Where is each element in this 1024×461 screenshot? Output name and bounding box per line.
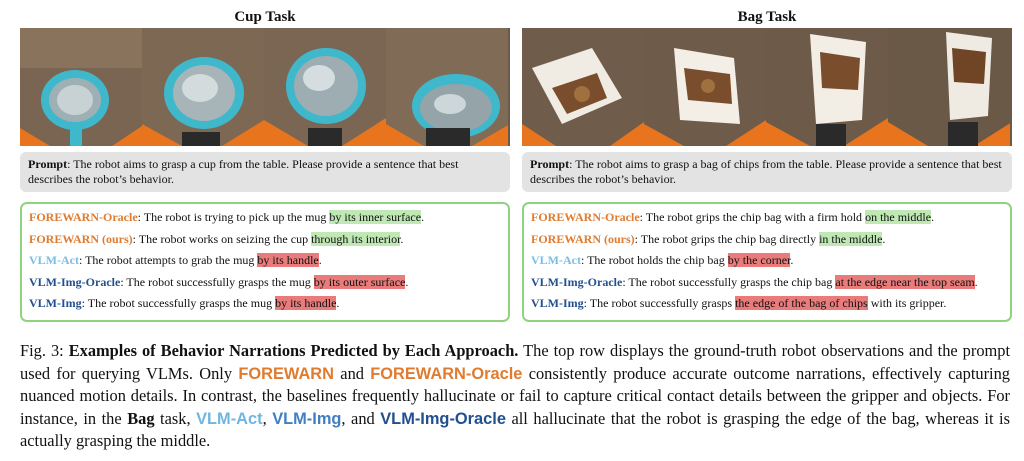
label-forewarn-oracle: FOREWARN-Oracle <box>29 210 138 224</box>
narration-end: with its gripper. <box>867 296 947 310</box>
correct-highlight: by its inner surface <box>329 210 422 224</box>
cup-prompt <box>20 152 510 192</box>
correct-highlight: through its interior <box>311 231 401 246</box>
cup-row-vlm-act <box>29 250 501 272</box>
bag-task-panel <box>522 6 1012 322</box>
narration-text: : The robot is trying to pick up the mug <box>137 210 330 224</box>
bag-prompt <box>522 152 1012 192</box>
narration-end: . <box>931 210 935 224</box>
label-forewarn: FOREWARN (ours) <box>531 231 635 246</box>
caption-text: task, <box>154 408 197 428</box>
narration-text: : The robot successfully grasps <box>583 296 736 310</box>
bag-frame-4 <box>888 28 1010 146</box>
label-vlm-img-oracle: VLM-Img-Oracle <box>531 274 623 289</box>
bag-observation-strip <box>522 28 1012 146</box>
bag-frame-3 <box>766 28 888 146</box>
bag-narrations <box>522 202 1012 322</box>
label-forewarn-oracle: FOREWARN-Oracle <box>531 210 640 224</box>
cup-observation-strip <box>20 28 510 146</box>
caption-text: all hallucinate that the robot is grasping the edge of the bag, whereas it is actually grasping the middle. <box>20 408 1010 450</box>
wrong-highlight: at the edge near the top seam <box>835 274 975 289</box>
wrong-highlight: the edge of the bag of chips <box>735 296 868 310</box>
label-vlm-img-oracle: VLM-Img-Oracle <box>29 274 121 289</box>
correct-highlight: in the middle <box>819 231 883 246</box>
wrong-highlight: by its handle <box>275 296 337 310</box>
narration-end: . <box>336 296 340 310</box>
bag-task-title: Bag Task <box>737 9 797 25</box>
label-vlm-act: VLM-Act <box>531 253 581 267</box>
cup-frame-3 <box>264 28 386 146</box>
bag-row-vlm-img-oracle <box>531 272 1003 294</box>
caption-prefix: Fig. 3: <box>20 341 69 360</box>
caption-text: , <box>262 408 273 428</box>
caption-bag: Bag <box>127 408 155 428</box>
cup-frame-4 <box>386 28 508 146</box>
cup-narrations <box>20 202 510 322</box>
cup-frame-1 <box>20 28 142 146</box>
caption-forewarn: FOREWARN <box>238 364 334 383</box>
cup-prompt-text: : The robot aims to grasp a cup from the table. Please provide a sentence that best describes the robot’s behavior. <box>28 157 459 186</box>
bag-frame-1 <box>522 28 644 146</box>
correct-highlight: on the middle <box>865 210 932 224</box>
cup-frame-2 <box>142 28 264 146</box>
cup-row-vlm-img-oracle <box>29 272 501 294</box>
narration-text: : The robot grips the chip bag directly <box>634 231 820 246</box>
narration-end: . <box>421 210 425 224</box>
bag-row-forewarn-oracle <box>531 207 1003 229</box>
caption-text: The top row displays the ground-truth robot observations and the prompt used for querying VLMs. Only <box>20 341 1011 383</box>
narration-end: . <box>400 231 404 246</box>
bag-row-forewarn <box>531 229 1003 251</box>
caption-title: Examples of Behavior Narrations Predicted by Each Approach. <box>68 341 519 360</box>
wrong-highlight: by its handle <box>257 253 319 267</box>
narration-text: : The robot successfully grasps the mug <box>81 296 276 310</box>
cup-prompt-label: Prompt <box>28 157 68 171</box>
caption-vlm-act: VLM-Act <box>196 409 263 428</box>
caption-forewarn-oracle: FOREWARN-Oracle <box>370 364 523 383</box>
caption-vlm-img: VLM-Img <box>272 409 342 428</box>
bag-row-vlm-img <box>531 293 1003 315</box>
narration-text: : The robot successfully grasps the mug <box>120 274 314 289</box>
bag-row-vlm-act <box>531 250 1003 272</box>
caption-text: and <box>333 363 371 383</box>
figure-caption <box>20 340 1010 453</box>
wrong-highlight: by the corner <box>727 253 791 267</box>
label-vlm-img: VLM-Img <box>29 296 82 310</box>
bag-prompt-text: : The robot aims to grasp a bag of chips from the table. Please provide a sentence that best describes the robot’s behavior. <box>530 157 1002 186</box>
narration-end: . <box>318 253 322 267</box>
cup-task-title: Cup Task <box>234 9 296 25</box>
narration-text: : The robot attempts to grab the mug <box>78 253 258 267</box>
caption-text: consistently produce accurate outcome narrations, effectively capturing nuanced motion details. In contrast, the baselines frequently hallucinate or fail to capture critical contact details between the gripper and objects. For instance, in the <box>20 363 1010 428</box>
narration-end: . <box>974 274 978 289</box>
label-vlm-act: VLM-Act <box>29 253 79 267</box>
label-forewarn: FOREWARN (ours) <box>29 231 133 246</box>
bag-prompt-label: Prompt <box>530 157 570 171</box>
label-vlm-img: VLM-Img <box>531 296 584 310</box>
cup-task-panel <box>20 6 510 322</box>
narration-text: : The robot grips the chip bag with a firm hold <box>639 210 866 224</box>
narration-end: . <box>405 274 409 289</box>
narration-text: : The robot holds the chip bag <box>580 253 728 267</box>
cup-row-forewarn <box>29 229 501 251</box>
caption-text: , and <box>341 408 381 428</box>
narration-text: : The robot works on seizing the cup <box>132 231 312 246</box>
narration-text: : The robot successfully grasps the chip bag <box>622 274 836 289</box>
caption-vlm-img-oracle: VLM-Img-Oracle <box>380 409 506 428</box>
narration-end: . <box>790 253 794 267</box>
wrong-highlight: by its outer surface <box>313 274 406 289</box>
cup-row-forewarn-oracle <box>29 207 501 229</box>
cup-row-vlm-img <box>29 293 501 315</box>
narration-end: . <box>882 231 886 246</box>
bag-frame-2 <box>644 28 766 146</box>
